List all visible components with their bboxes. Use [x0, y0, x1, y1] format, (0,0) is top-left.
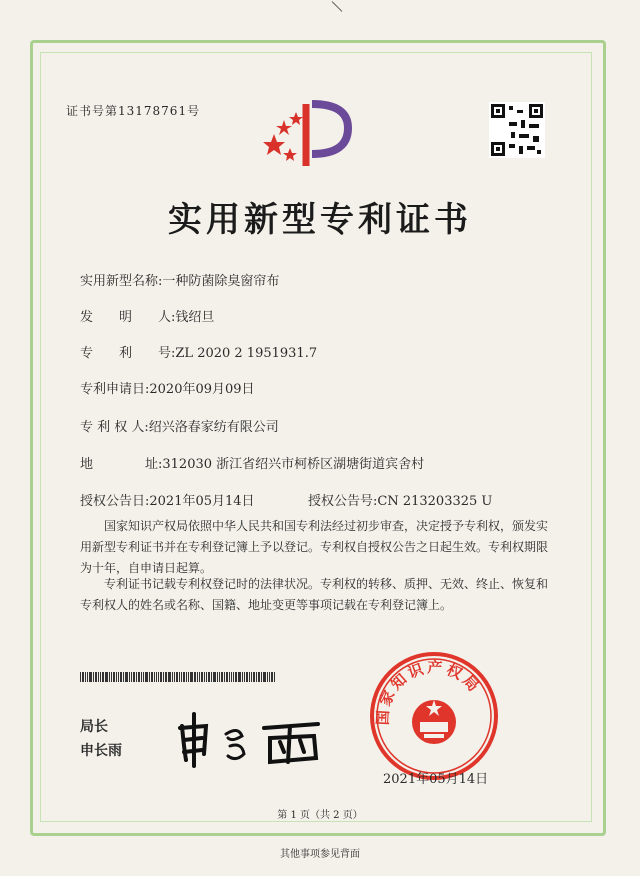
legal-statement-paragraph-2: 专利证书记载专利权登记时的法律状况。专利权的转移、质押、无效、终止、恢复和专利权人的姓名或名称、国籍、地址变更等事项记载在专利登记簿上。 — [80, 577, 549, 612]
seal-date: 2021年05月14日 — [383, 772, 489, 787]
certificate-number: 证书号第13178761号 — [66, 104, 201, 118]
certificate-title: 实用新型专利证书 — [168, 200, 472, 240]
patent-number-label: 专 利 号: — [80, 346, 176, 361]
patentee-row — [80, 416, 279, 435]
patent-number-value: ZL 2020 2 1951931.7 — [175, 346, 318, 361]
footer-note: 其他事项参见背面 — [280, 849, 360, 860]
patentee-value: 绍兴洛春家纺有限公司 — [148, 420, 279, 435]
utility-model-name-label: 实用新型名称: — [80, 274, 163, 289]
grant-announcement-number-row — [308, 490, 492, 509]
utility-model-name-row — [80, 270, 279, 289]
filing-date-row — [80, 378, 255, 397]
grant-announcement-number-label: 授权公告号: — [308, 494, 378, 509]
grant-announcement-date-row — [80, 490, 255, 509]
signatory-title: 局长 — [80, 719, 108, 735]
address-value: 312030 浙江省绍兴市柯桥区湖塘街道宾舍村 — [162, 457, 425, 472]
filing-date-label: 专利申请日: — [80, 382, 150, 397]
grant-announcement-date-value: 2021年05月14日 — [149, 494, 255, 509]
grant-announcement-date-label: 授权公告日: — [80, 494, 150, 509]
filing-date-value: 2020年09月09日 — [149, 382, 255, 397]
inventor-label: 发 明 人: — [80, 310, 176, 325]
utility-model-name-value: 一种防菌除臭窗帘布 — [162, 274, 280, 289]
signatory-name: 申长雨 — [80, 743, 122, 759]
patentee-label: 专 利 权 人: — [80, 420, 149, 435]
grant-announcement-number-value: CN 213203325 U — [377, 494, 493, 509]
address-row — [80, 453, 424, 472]
barcode — [80, 672, 330, 682]
corner-mark — [332, 1, 343, 12]
qr-code-icon — [489, 102, 545, 158]
page-indicator: 第 1 页（共 2 页） — [277, 810, 363, 821]
patent-office-logo — [262, 96, 352, 176]
patent-number-row — [80, 342, 317, 361]
legal-statement-paragraph-1: 国家知识产权局依照中华人民共和国专利法经过初步审查，决定授予专利权，颁发实用新型专利证书并在专利登记簿上予以登记。专利权自授权公告之日起生效。专利权期限为十年，自申请日起算。 — [80, 519, 549, 575]
handwritten-signature — [172, 708, 332, 768]
inventor-value: 钱绍旦 — [175, 310, 215, 325]
seal-text: 国家知识产权局 — [373, 658, 485, 726]
official-seal — [368, 650, 500, 782]
inventor-row — [80, 306, 214, 325]
address-label: 地 址: — [80, 457, 163, 472]
